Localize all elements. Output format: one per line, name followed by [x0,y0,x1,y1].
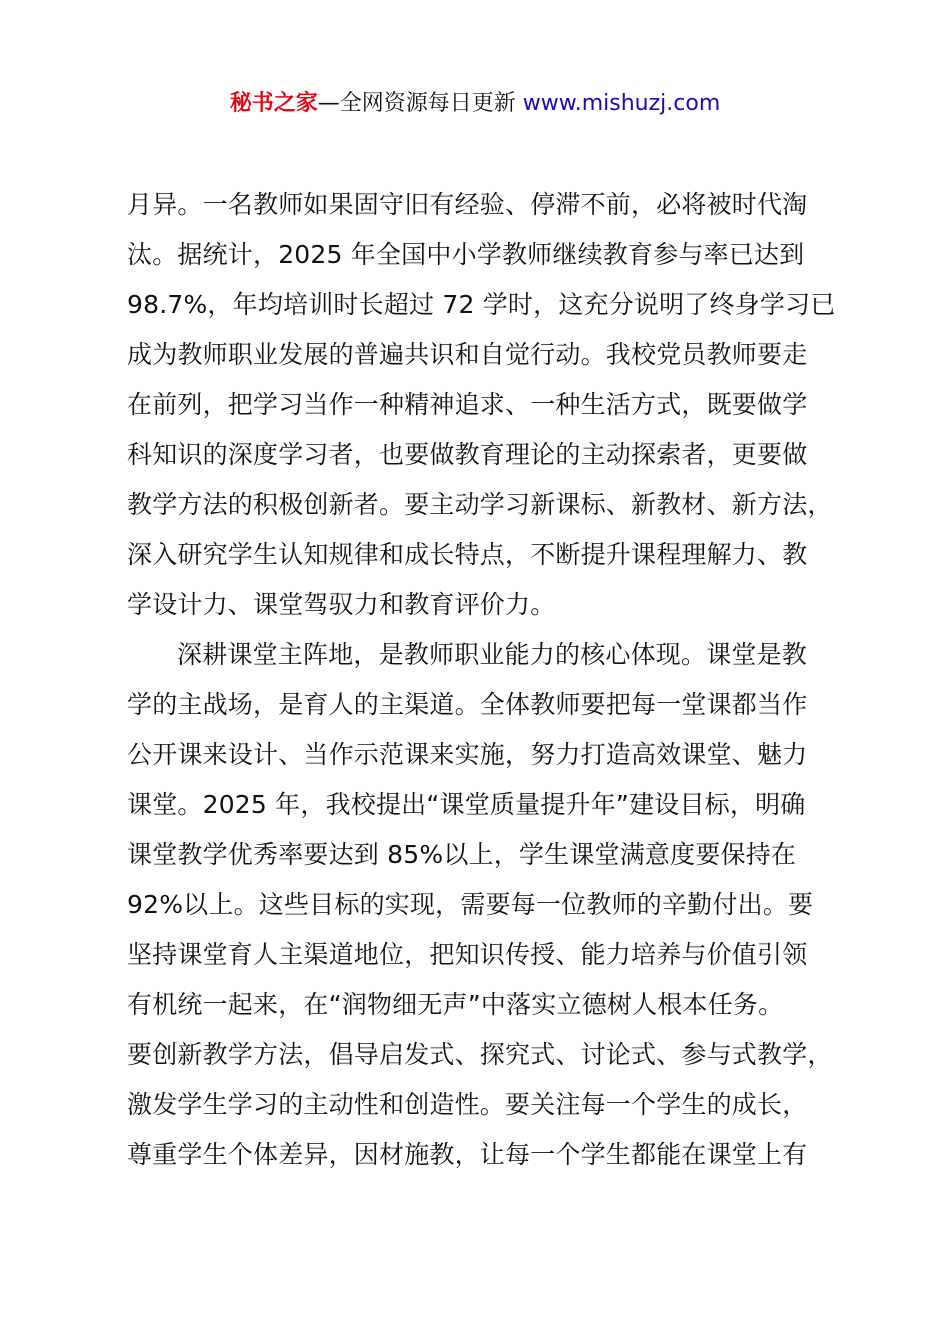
text-line-indented: 深耕课堂主阵地，是教师职业能力的核心体现。课堂是教 [177,640,808,669]
text-line: 课堂。2025 年，我校提出“课堂质量提升年”建设目标，明确 [127,790,806,819]
text-line: 月异。一名教师如果固守旧有经验、停滞不前，必将被时代淘 [127,190,808,219]
text-line: 激发学生学习的主动性和创造性。要关注每一个学生的成长， [127,1090,808,1119]
text-line: 尊重学生个体差异，因材施教，让每一个学生都能在课堂上有 [127,1140,808,1169]
text-line: 要创新教学方法，倡导启发式、探究式、讨论式、参与式教学， [127,1040,833,1069]
text-line: 学设计力、课堂驾驭力和教育评价力。 [127,590,556,619]
text-line: 98.7%，年均培训时长超过 72 学时，这充分说明了终身学习已 [127,290,836,319]
site-url-link[interactable]: www.mishuzj.com [522,91,721,116]
text-line: 科知识的深度学习者，也要做教育理论的主动探索者，更要做 [127,440,808,469]
page-header [0,88,950,120]
text-line: 深入研究学生认知规律和成长特点，不断提升课程理解力、教 [127,540,808,569]
text-line: 课堂教学优秀率要达到 85%以上，学生课堂满意度要保持在 [127,840,797,869]
text-line: 有机统一起来，在“润物细无声”中落实立德树人根本任务。 [127,990,784,1019]
text-line: 92%以上。这些目标的实现，需要每一位教师的辛勤付出。要 [127,890,814,919]
text-line: 教学方法的积极创新者。要主动学习新课标、新教材、新方法， [127,490,833,519]
text-line: 在前列，把学习当作一种精神追求、一种生活方式，既要做学 [127,390,808,419]
paragraph-2 [127,630,847,1180]
header-tagline: —全网资源每日更新 [317,91,523,116]
brand-name: 秘书之家 [229,91,318,116]
text-line: 成为教师职业发展的普遍共识和自觉行动。我校党员教师要走 [127,340,808,369]
document-body [127,180,847,1180]
text-line: 坚持课堂育人主渠道地位，把知识传授、能力培养与价值引领 [127,940,808,969]
text-line: 汰。据统计，2025 年全国中小学教师继续教育参与率已达到 [127,240,805,269]
text-line: 公开课来设计、当作示范课来实施，努力打造高效课堂、魅力 [127,740,808,769]
text-line: 学的主战场，是育人的主渠道。全体教师要把每一堂课都当作 [127,690,808,719]
paragraph-1 [127,180,847,630]
